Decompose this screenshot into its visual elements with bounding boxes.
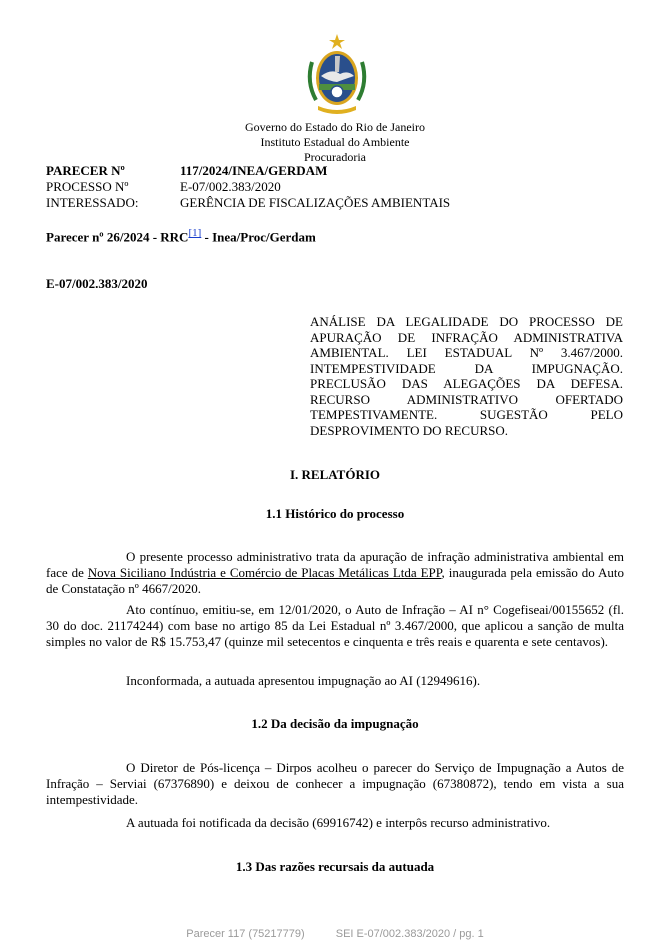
footer-document-id: Parecer 117 (75217779) [186,928,305,940]
parecer-value: 117/2024/INEA/GERDAM [180,163,328,178]
ementa-summary: ANÁLISE DA LEGALIDADE DO PROCESSO DE APURAÇÃO DE INFRAÇÃO ADMINISTRATIVA AMBIENTAL. LEI ESTADUAL Nº 3.467/2000. INTEMPESTIVIDADE DA IMPUGNAÇÃO. PRECLUSÃO DAS ALEGAÇÕES DA DEFESA. RECURSO ADMINISTRATIVO OFERTADO TEMPESTIVAMENTE. SUGESTÃO PELO DESPROVIMENTO DO RECURSO. [310,314,623,438]
paragraph-text: Ato contínuo, emitiu-se, em 12/01/2020, o Auto de Infração – AI n° Cogefiseai/00155652 (fl. 30 do doc. 21174244) com base no artigo 85 da Lei Estadual nº 3.467/2000, que aplicou a sanção de multa simples no valor de R$ 15.753,47 (quinze mil setecentos e cinquenta e três reais e quarenta e sete centavos). [46,602,624,649]
parecer-reference [46,227,316,245]
paragraph-text: Inconformada, a autuada apresentou impugnação ao AI (12949616). [126,673,481,688]
paragraph-text: A autuada foi notificada da decisão (69916742) e interpôs recurso administrativo. [126,815,551,830]
document-metadata [46,163,450,211]
paragraph-historico-2 [46,602,624,650]
process-number-heading: E-07/002.383/2020 [46,276,148,291]
processo-value: E-07/002.383/2020 [180,179,281,194]
section-heading-razoes: 1.3 Das razões recursais da autuada [235,859,435,874]
parecer-reference-prefix: Parecer nº 26/2024 - RRC [46,229,189,245]
page-footer [0,928,670,940]
processo-label: PROCESSO Nº [46,179,129,194]
header-line-state: Governo do Estado do Rio de Janeiro [245,120,425,134]
interessado-label: INTERESSADO: [46,195,139,210]
header-line-department: Procuradoria [304,150,366,164]
section-heading-historico: 1.1 Histórico do processo [265,506,405,521]
parecer-label: PARECER Nº [46,163,125,178]
paragraph-historico-1 [46,549,624,597]
company-name: Nova Siciliano Indústria e Comércio de Placas Metálicas Ltda EPP [87,565,442,580]
footnote-link[interactable]: [1] [188,227,202,239]
paragraph-text: O Diretor de Pós-licença – Dirpos acolheu o parecer do Serviço de Impugnação a Autos de Infração – Serviai (67376890) e deixou de conhecer a impugnação (67380872), tendo em vista a sua intempestividade. [46,760,624,807]
rio-de-janeiro-coat-of-arms-icon [302,32,372,116]
section-heading-decisao: 1.2 Da decisão da impugnação [251,716,419,731]
paragraph-decisao-1 [46,760,624,808]
paragraph-decisao-2 [46,815,624,831]
paragraph-text: , inaugurada pela emissão do Auto de Constatação nº 4667/2020. [46,565,624,596]
paragraph-text: O presente processo administrativo trata da apuração de infração administrativa ambiental em face de [46,549,624,580]
header-line-institute: Instituto Estadual do Ambiente [260,135,410,149]
interessado-value: GERÊNCIA DE FISCALIZAÇÕES AMBIENTAIS [180,195,451,210]
government-header [0,120,670,165]
paragraph-historico-3 [46,673,624,689]
section-heading-relatorio: I. RELATÓRIO [289,467,381,482]
parecer-reference-suffix: - Inea/Proc/Gerdam [201,229,316,245]
footer-page-info: SEI E-07/002.383/2020 / pg. 1 [335,928,484,940]
